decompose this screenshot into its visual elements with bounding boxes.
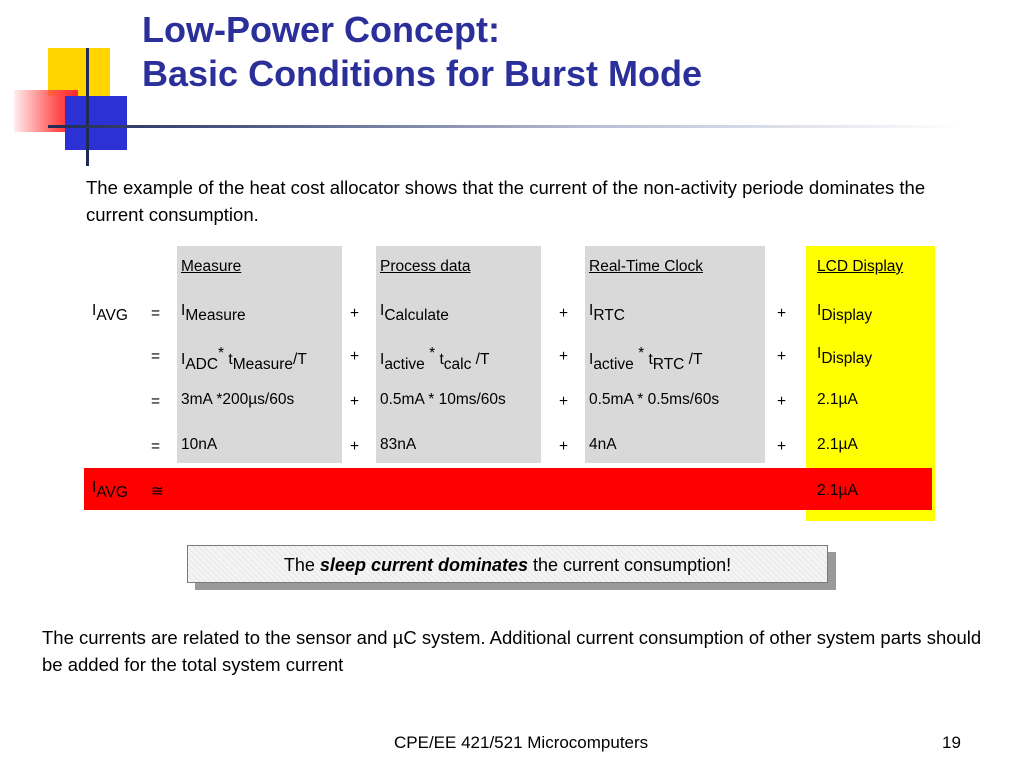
row3-plus-3: + bbox=[777, 393, 787, 410]
header-process-data: Process data bbox=[380, 258, 471, 275]
row4-plus-2: + bbox=[559, 438, 569, 455]
row2-measure: $I_{ADC}^*$ $t_{Measure}/T$ bbox=[181, 345, 307, 373]
header-measure: Measure bbox=[181, 258, 242, 275]
row3-plus-1: + bbox=[350, 393, 360, 410]
row1-equals: = bbox=[151, 305, 161, 322]
row3-rtc: 0.5mA * 0.5ms/60s bbox=[589, 391, 720, 408]
row2-plus-3: + bbox=[777, 348, 787, 365]
title-line-1: Low-Power Concept: bbox=[142, 9, 500, 50]
row1-measure: $I_{Measure}$ bbox=[181, 302, 246, 324]
row3-plus-2: + bbox=[559, 393, 569, 410]
page-number: 19 bbox=[942, 733, 961, 752]
row4-measure: 10nA bbox=[181, 436, 218, 453]
row1-rtc: $I_{RTC}$ bbox=[589, 302, 625, 324]
row2-rtc: $I_{active}$ * $t_{RTC}$ /T bbox=[589, 345, 703, 373]
callout-post: the current consumption! bbox=[528, 555, 732, 575]
row1-plus-1: + bbox=[350, 305, 360, 322]
title-underline bbox=[48, 125, 963, 128]
callout-pre: The bbox=[283, 555, 320, 575]
row1-lcd: $I_{Display}$ bbox=[817, 302, 873, 324]
title-line-2: Basic Conditions for Burst Mode bbox=[142, 53, 703, 94]
row1-plus-3: + bbox=[777, 305, 787, 322]
row5-lhs: $I_{AVG}$ bbox=[92, 479, 128, 501]
row4-lcd: 2.1µA bbox=[817, 436, 858, 453]
row2-process: $I_{active}$ * $t_{calc}$ /T bbox=[380, 345, 490, 373]
result-bar bbox=[84, 468, 932, 510]
row2-lcd: $I_{Display}$ bbox=[817, 345, 873, 367]
row3-equals: = bbox=[151, 393, 161, 410]
row3-process: 0.5mA * 10ms/60s bbox=[380, 391, 506, 408]
row2-equals: = bbox=[151, 348, 161, 365]
row4-plus-1: + bbox=[350, 438, 360, 455]
intro-paragraph: The example of the heat cost allocator shows that the current of the non-activity periode dominates the current consumption. bbox=[86, 177, 926, 225]
row5-approx: ≅ bbox=[151, 483, 164, 500]
header-lcd-display: LCD Display bbox=[817, 258, 904, 275]
callout-emphasis: sleep current dominates bbox=[319, 555, 528, 575]
row4-process: 83nA bbox=[380, 436, 417, 453]
row2-plus-1: + bbox=[350, 348, 360, 365]
row3-lcd: 2.1µA bbox=[817, 391, 858, 408]
row4-equals: = bbox=[151, 438, 161, 455]
callout-box bbox=[187, 545, 828, 583]
header-rtc: Real-Time Clock bbox=[589, 258, 703, 275]
row5-lcd: 2.1µA bbox=[817, 482, 858, 499]
row4-plus-3: + bbox=[777, 438, 787, 455]
row1-lhs: $I_{AVG}$ bbox=[92, 302, 128, 324]
row3-measure: 3mA *200µs/60s bbox=[181, 391, 295, 408]
slide-title bbox=[142, 8, 702, 96]
row1-plus-2: + bbox=[559, 305, 569, 322]
logo-vertical-line bbox=[86, 48, 89, 166]
logo-blue-square bbox=[65, 96, 127, 150]
outro-paragraph: The currents are related to the sensor and µC system. Additional current consumption of other system parts should be added for the total system current bbox=[42, 627, 982, 675]
footer-course: CPE/EE 421/521 Microcomputers bbox=[394, 733, 649, 752]
row2-plus-2: + bbox=[559, 348, 569, 365]
row4-rtc: 4nA bbox=[589, 436, 617, 453]
row1-process: $I_{Calculate}$ bbox=[380, 302, 449, 324]
logo-yellow-square bbox=[48, 48, 110, 96]
